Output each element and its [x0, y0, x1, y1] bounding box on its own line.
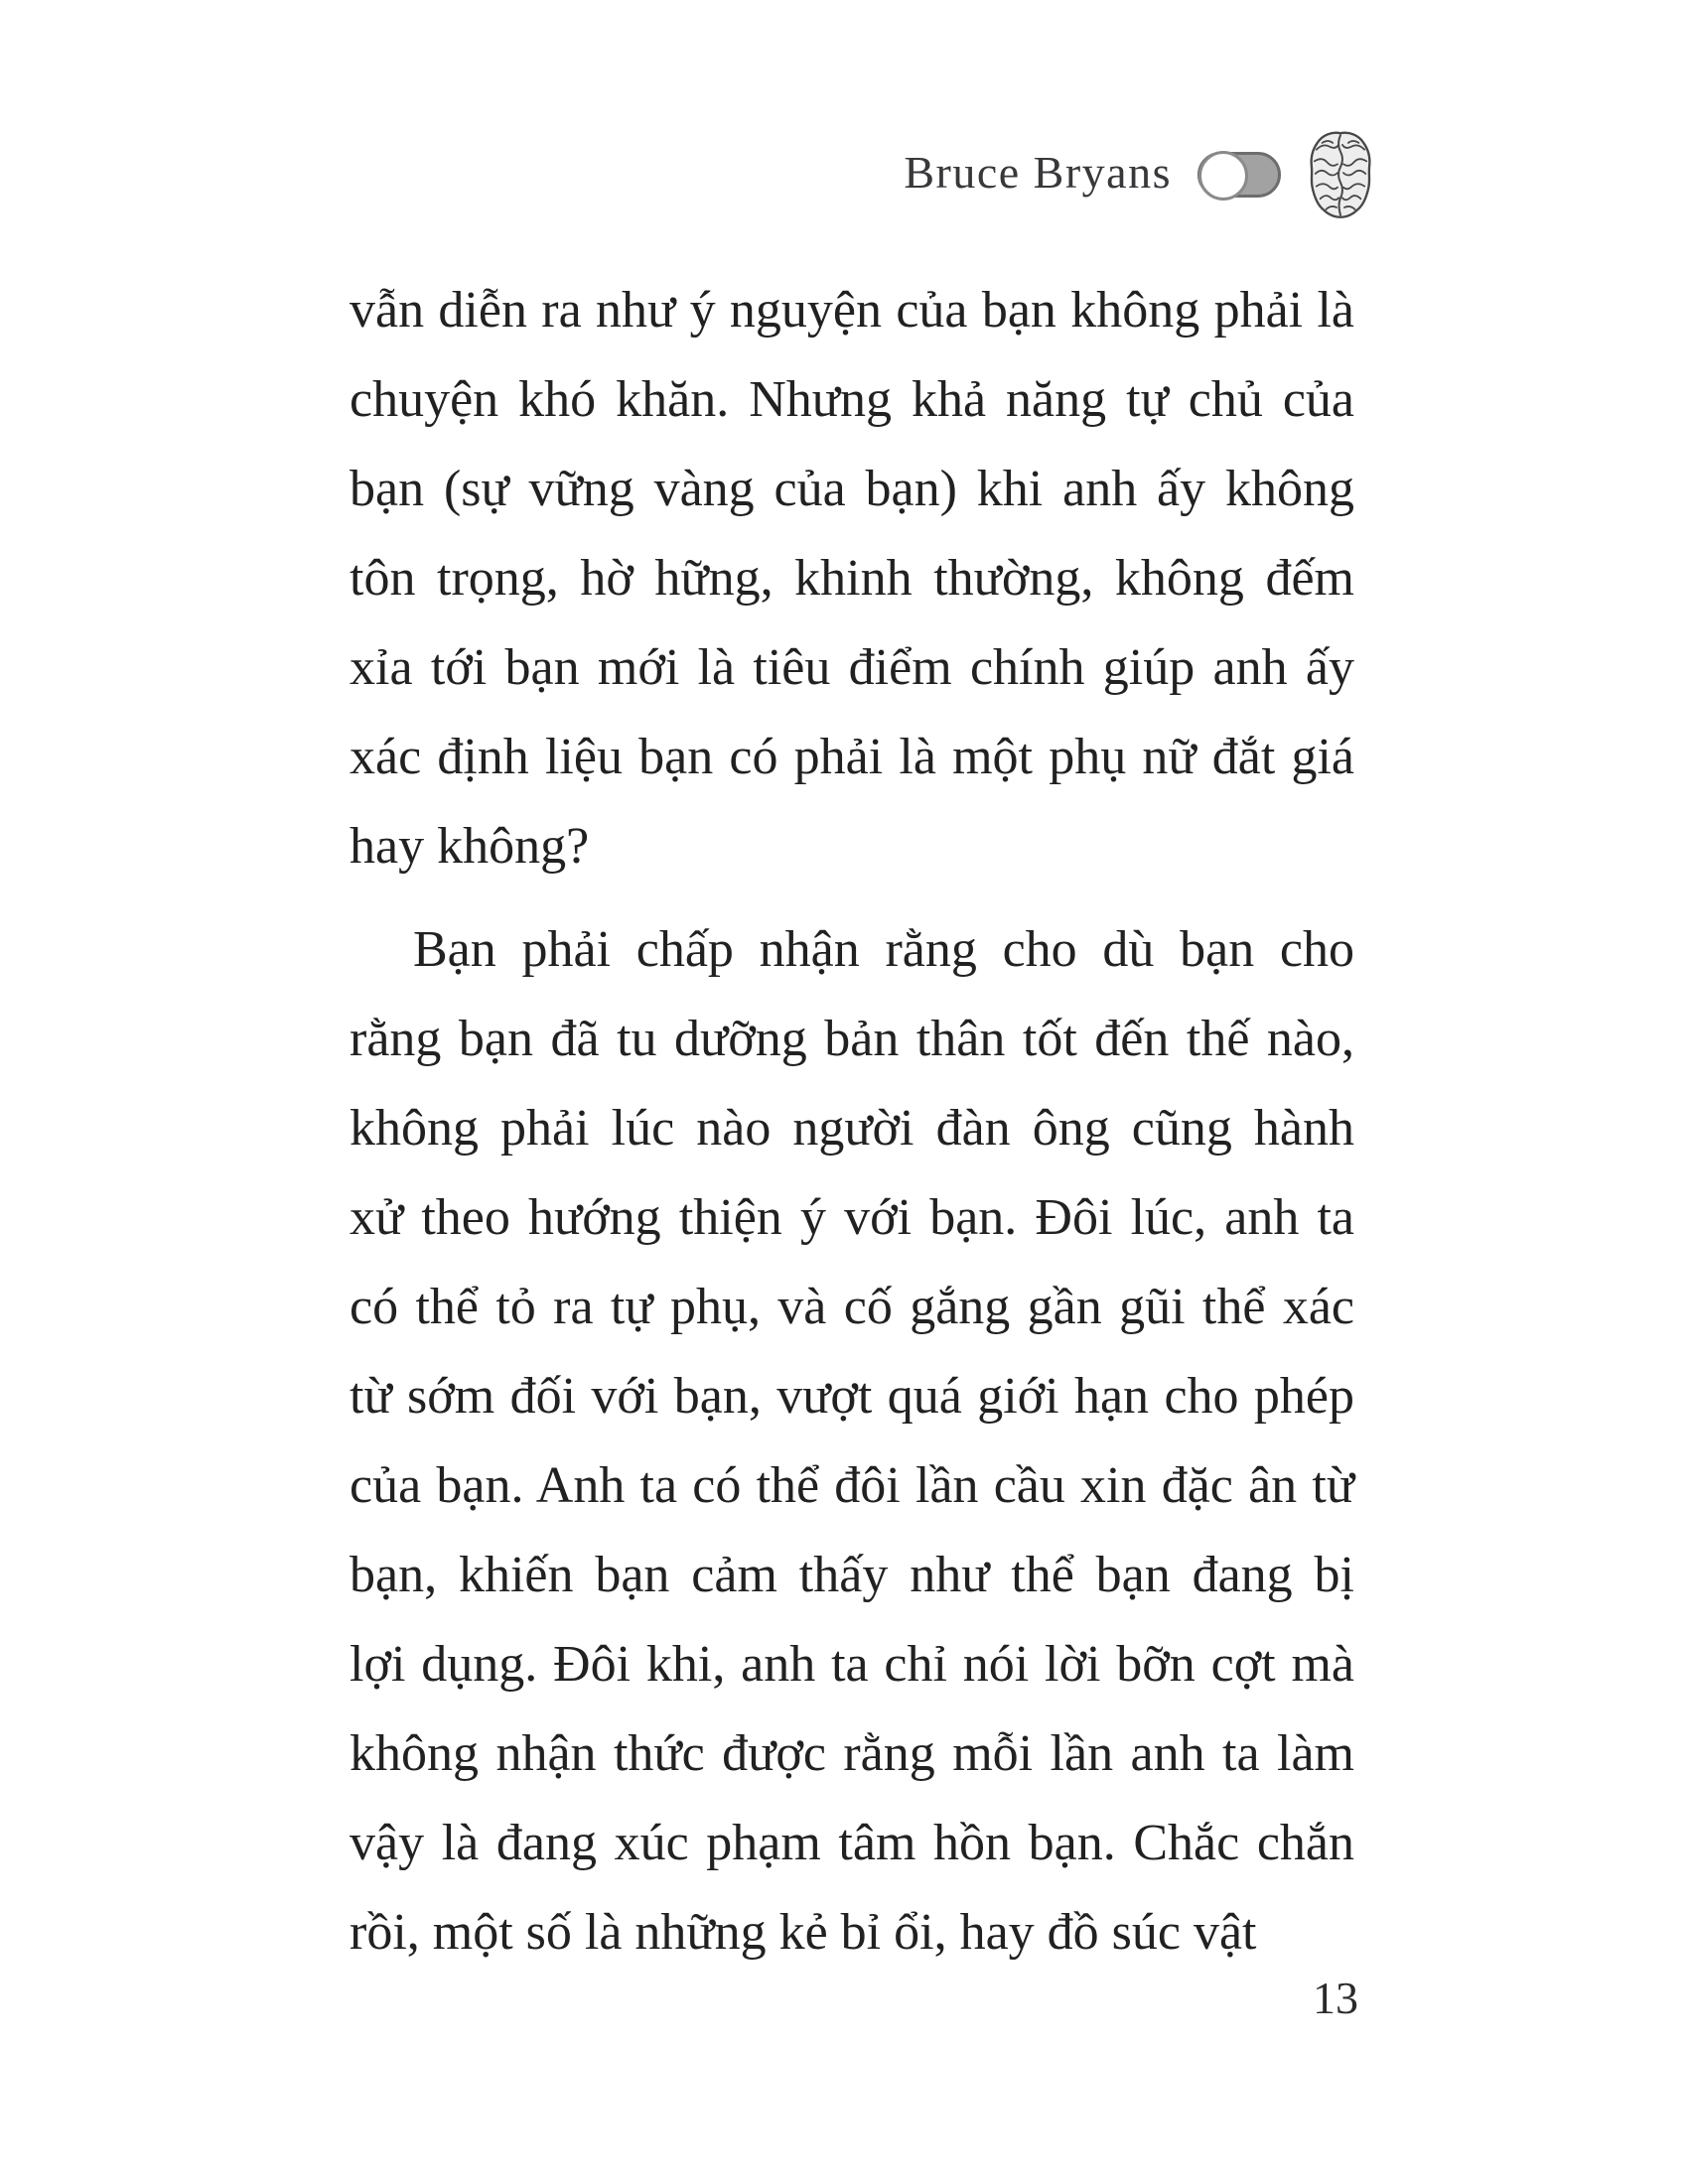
text-line: rồi, một số là những kẻ bỉ ổi, hay đồ súc vật: [350, 1904, 1257, 1961]
text-line: bạn, khiến bạn cảm thấy như thể bạn đang bị: [350, 1547, 1354, 1603]
brain-icon: [1307, 130, 1374, 219]
text-line: Bạn phải chấp nhận rằng cho dù bạn cho: [413, 921, 1354, 978]
text-line: không phải lúc nào người đàn ông cũng hành: [350, 1100, 1354, 1157]
author-name: Bruce Bryans: [904, 147, 1172, 198]
text-line: tôn trọng, hờ hững, khinh thường, không đếm: [350, 550, 1354, 607]
paragraph: [350, 266, 1354, 891]
toggle-switch-icon: [1197, 152, 1281, 198]
text-line: của bạn. Anh ta có thể đôi lần cầu xin đặc ân từ: [350, 1457, 1354, 1514]
text-line: lợi dụng. Đôi khi, anh ta chỉ nói lời bỡn cợt mà: [350, 1636, 1354, 1693]
toggle-knob: [1198, 151, 1248, 201]
text-line: chuyện khó khăn. Nhưng khả năng tự chủ của: [350, 371, 1354, 428]
text-line: rằng bạn đã tu dưỡng bản thân tốt đến thế nào,: [350, 1011, 1354, 1067]
running-header: [904, 127, 1374, 222]
text-line: không nhận thức được rằng mỗi lần anh ta làm: [350, 1725, 1354, 1782]
text-line: vậy là đang xúc phạm tâm hồn bạn. Chắc chắn: [350, 1815, 1354, 1871]
text-line: hay không?: [350, 818, 590, 875]
text-line: có thể tỏ ra tự phụ, và cố gắng gần gũi thể xác: [350, 1279, 1354, 1335]
paragraph: [350, 905, 1354, 1978]
text-line: bạn (sự vững vàng của bạn) khi anh ấy không: [350, 461, 1354, 517]
body-text: [350, 266, 1354, 1978]
text-line: vẫn diễn ra như ý nguyện của bạn không phải là: [350, 282, 1354, 339]
text-line: xỉa tới bạn mới là tiêu điểm chính giúp anh ấy: [350, 639, 1354, 696]
page-number: 13: [1313, 1973, 1358, 2023]
text-line: xử theo hướng thiện ý với bạn. Đôi lúc, anh ta: [350, 1189, 1354, 1246]
text-line: xác định liệu bạn có phải là một phụ nữ đắt giá: [350, 729, 1354, 785]
text-line: từ sớm đối với bạn, vượt quá giới hạn cho phép: [350, 1368, 1354, 1425]
